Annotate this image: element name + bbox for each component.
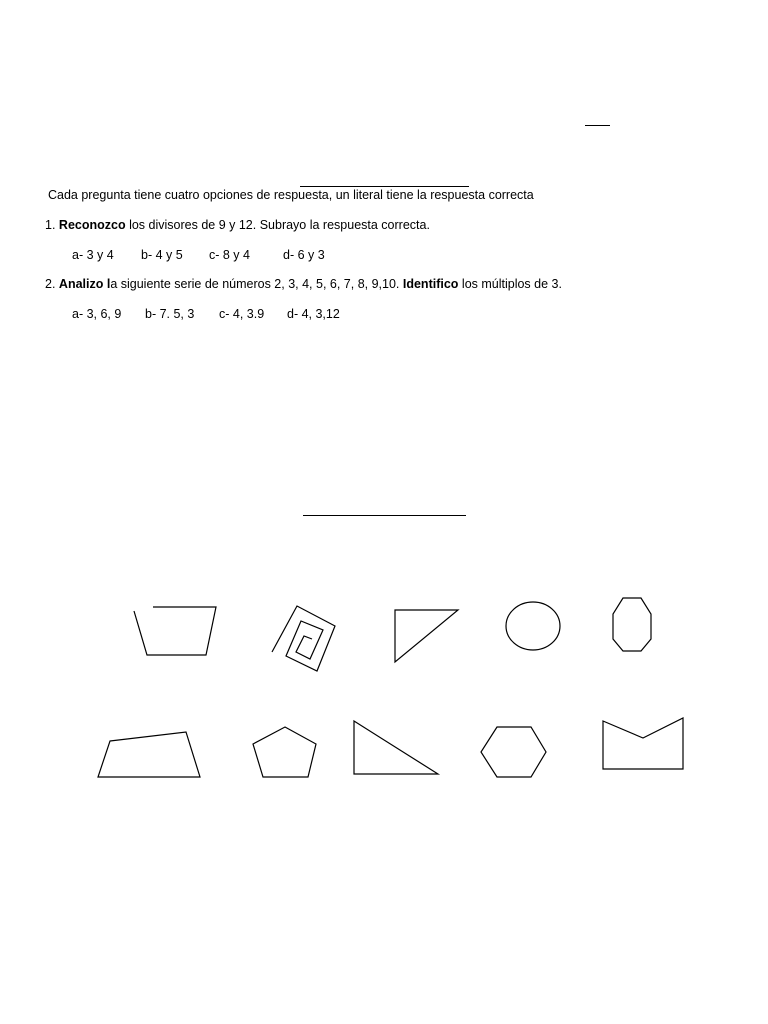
instructions-text: Cada pregunta tiene cuatro opciones de respuesta, un literal tiene la respuesta correcta: [48, 188, 534, 202]
question-2-text-end: los múltiplos de 3.: [458, 277, 562, 291]
question-2-option-c[interactable]: c- 4, 3.9: [219, 307, 265, 321]
question-1-verb: Reconozco: [58, 218, 126, 232]
concave-pentagon-shape: [603, 718, 683, 769]
question-1-option-d[interactable]: d- 6 y 3: [283, 248, 325, 262]
trapezoid-shape: [98, 732, 200, 777]
question-1-option-a[interactable]: a- 3 y 4: [72, 248, 114, 262]
question-2-number: 2.: [45, 277, 56, 291]
question-2-option-d[interactable]: d- 4, 3,12: [287, 307, 340, 321]
question-2-verb: Analizo l: [58, 277, 111, 291]
pentagon-shape: [253, 727, 316, 777]
question-2-option-a[interactable]: a- 3, 6, 9: [72, 307, 122, 321]
open-trapezoid-shape: [134, 607, 216, 655]
spiral-shape: [272, 606, 335, 671]
hexagon-shape: [481, 727, 546, 777]
circle-shape: [506, 602, 560, 650]
question-2-verb2: Identifico: [402, 277, 459, 291]
large-right-triangle-shape: [354, 721, 438, 774]
question-1-option-b[interactable]: b- 4 y 5: [141, 248, 183, 262]
right-triangle-shape: [395, 610, 458, 662]
question-2-option-b[interactable]: b- 7. 5, 3: [145, 307, 195, 321]
question-1-text: los divisores de 9 y 12. Subrayo la respuesta correcta.: [125, 218, 430, 232]
small-hexagon-shape: [613, 598, 651, 651]
question-1-option-c[interactable]: c- 8 y 4: [209, 248, 250, 262]
question-1-number: 1.: [45, 218, 56, 232]
question-2-text: a siguiente serie de números 2, 3, 4, 5, 6, 7, 8, 9,10.: [110, 277, 403, 291]
